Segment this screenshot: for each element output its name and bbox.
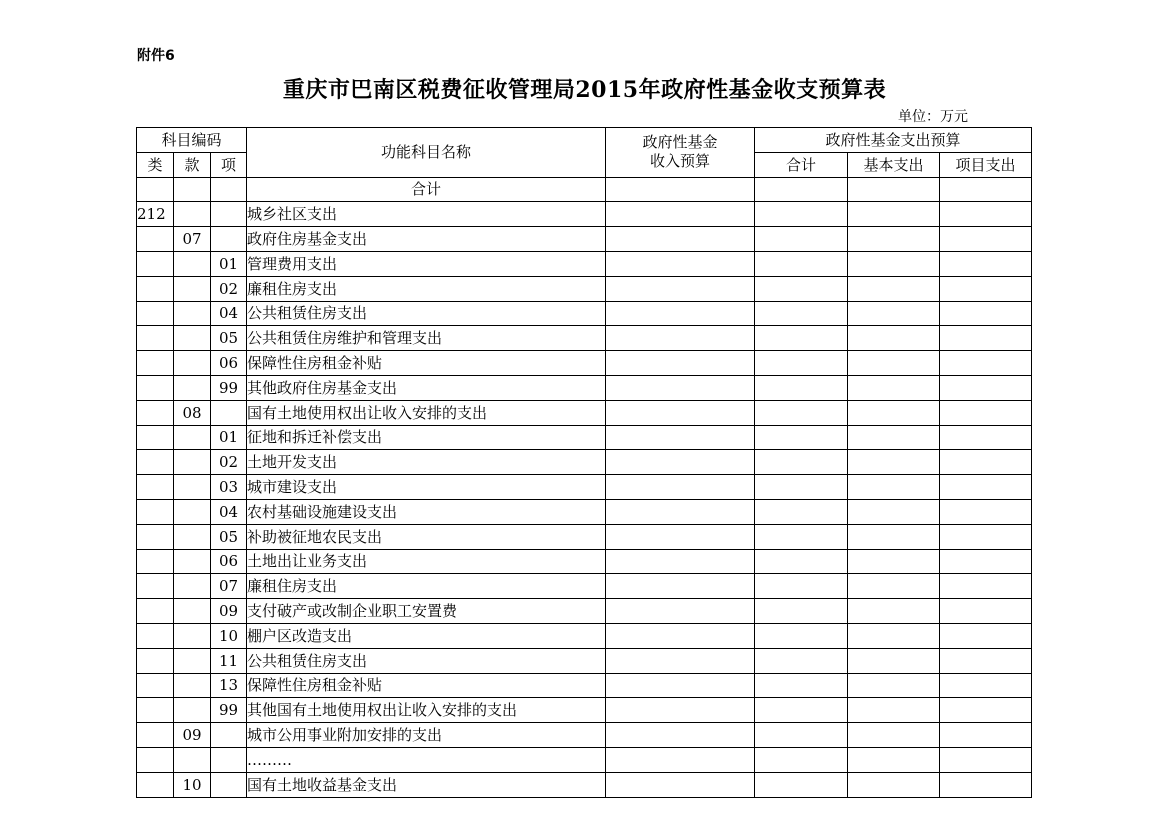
attachment-label: 附件6: [137, 48, 175, 64]
class-code-cell: [137, 400, 174, 425]
section-code-cell: [174, 326, 211, 351]
section-code-cell: [174, 351, 211, 376]
table-row: [137, 251, 1032, 276]
expenditure-total-cell: [755, 574, 848, 599]
section-code-cell: [174, 549, 211, 574]
income-budget-cell: [606, 251, 755, 276]
income-budget-cell: [606, 549, 755, 574]
header-basic-expenditure: 基本支出: [848, 152, 940, 177]
project-expenditure-cell: [940, 524, 1032, 549]
function-name-cell: 廉租住房支出: [247, 574, 606, 599]
table-row: [137, 648, 1032, 673]
item-code-cell: 99: [211, 375, 247, 400]
project-expenditure-cell: [940, 698, 1032, 723]
income-budget-cell: [606, 698, 755, 723]
function-name-cell: 公共租赁住房支出: [247, 648, 606, 673]
section-code-cell: [174, 276, 211, 301]
function-name-cell: 管理费用支出: [247, 251, 606, 276]
income-budget-cell: [606, 425, 755, 450]
project-expenditure-cell: [940, 475, 1032, 500]
income-budget-cell: [606, 400, 755, 425]
class-code-cell: [137, 276, 174, 301]
section-code-cell: [174, 177, 211, 202]
function-name-cell: 国有土地使用权出让收入安排的支出: [247, 400, 606, 425]
class-code-cell: [137, 301, 174, 326]
expenditure-total-cell: [755, 276, 848, 301]
income-budget-cell: [606, 772, 755, 797]
expenditure-total-cell: [755, 351, 848, 376]
section-code-cell: [174, 747, 211, 772]
income-budget-cell: [606, 450, 755, 475]
basic-expenditure-cell: [848, 202, 940, 227]
header-project-expenditure: 项目支出: [940, 152, 1032, 177]
section-code-cell: [174, 499, 211, 524]
expenditure-total-cell: [755, 673, 848, 698]
table-row: [137, 723, 1032, 748]
item-code-cell: 09: [211, 599, 247, 624]
function-name-cell: 土地出让业务支出: [247, 549, 606, 574]
expenditure-total-cell: [755, 772, 848, 797]
basic-expenditure-cell: [848, 723, 940, 748]
basic-expenditure-cell: [848, 351, 940, 376]
project-expenditure-cell: [940, 202, 1032, 227]
function-name-cell: 政府住房基金支出: [247, 227, 606, 252]
table-row: [137, 574, 1032, 599]
income-budget-cell: [606, 623, 755, 648]
function-name-cell: 征地和拆迁补偿支出: [247, 425, 606, 450]
basic-expenditure-cell: [848, 227, 940, 252]
basic-expenditure-cell: [848, 673, 940, 698]
project-expenditure-cell: [940, 400, 1032, 425]
income-budget-cell: [606, 673, 755, 698]
section-code-cell: [174, 698, 211, 723]
item-code-cell: 02: [211, 450, 247, 475]
expenditure-total-cell: [755, 177, 848, 202]
table-row: [137, 698, 1032, 723]
section-code-cell: [174, 648, 211, 673]
expenditure-total-cell: [755, 227, 848, 252]
project-expenditure-cell: [940, 251, 1032, 276]
basic-expenditure-cell: [848, 549, 940, 574]
table-row: [137, 400, 1032, 425]
basic-expenditure-cell: [848, 375, 940, 400]
item-code-cell: 10: [211, 623, 247, 648]
function-name-cell: 城乡社区支出: [247, 202, 606, 227]
expenditure-total-cell: [755, 549, 848, 574]
function-name-cell: 公共租赁住房支出: [247, 301, 606, 326]
project-expenditure-cell: [940, 723, 1032, 748]
class-code-cell: [137, 599, 174, 624]
project-expenditure-cell: [940, 177, 1032, 202]
function-name-cell: 城市公用事业附加安排的支出: [247, 723, 606, 748]
project-expenditure-cell: [940, 648, 1032, 673]
basic-expenditure-cell: [848, 499, 940, 524]
table-row: [137, 177, 1032, 202]
section-code-cell: [174, 425, 211, 450]
page-title: 重庆市巴南区税费征收管理局2015年政府性基金收支预算表: [282, 77, 887, 103]
expenditure-total-cell: [755, 475, 848, 500]
section-code-cell: [174, 673, 211, 698]
income-budget-cell: [606, 524, 755, 549]
class-code-cell: [137, 227, 174, 252]
project-expenditure-cell: [940, 276, 1032, 301]
project-expenditure-cell: [940, 375, 1032, 400]
basic-expenditure-cell: [848, 425, 940, 450]
project-expenditure-cell: [940, 227, 1032, 252]
project-expenditure-cell: [940, 499, 1032, 524]
basic-expenditure-cell: [848, 772, 940, 797]
table-row: [137, 425, 1032, 450]
section-code-cell: [174, 375, 211, 400]
basic-expenditure-cell: [848, 301, 940, 326]
income-budget-cell: [606, 276, 755, 301]
item-code-cell: 06: [211, 549, 247, 574]
budget-table: [136, 127, 1032, 798]
section-code-cell: [174, 599, 211, 624]
expenditure-total-cell: [755, 375, 848, 400]
header-expenditure-budget: 政府性基金支出预算: [755, 128, 1032, 153]
income-budget-cell: [606, 351, 755, 376]
basic-expenditure-cell: [848, 747, 940, 772]
expenditure-total-cell: [755, 202, 848, 227]
table-row: [137, 549, 1032, 574]
section-code-cell: [174, 251, 211, 276]
header-total: 合计: [755, 152, 848, 177]
item-code-cell: 04: [211, 301, 247, 326]
expenditure-total-cell: [755, 400, 848, 425]
table-row: [137, 499, 1032, 524]
header-function-name: 功能科目名称: [247, 128, 606, 178]
function-name-cell: 保障性住房租金补贴: [247, 351, 606, 376]
class-code-cell: [137, 326, 174, 351]
section-code-cell: 07: [174, 227, 211, 252]
function-name-cell: 国有土地收益基金支出: [247, 772, 606, 797]
table-row: [137, 772, 1032, 797]
function-name-cell: 土地开发支出: [247, 450, 606, 475]
table-row: [137, 623, 1032, 648]
section-code-cell: 10: [174, 772, 211, 797]
item-code-cell: [211, 723, 247, 748]
expenditure-total-cell: [755, 599, 848, 624]
expenditure-total-cell: [755, 723, 848, 748]
income-budget-cell: [606, 202, 755, 227]
item-code-cell: 05: [211, 326, 247, 351]
function-name-cell: 其他国有土地使用权出让收入安排的支出: [247, 698, 606, 723]
function-name-cell: 廉租住房支出: [247, 276, 606, 301]
section-code-cell: [174, 450, 211, 475]
expenditure-total-cell: [755, 698, 848, 723]
table-row: [137, 375, 1032, 400]
table-row: [137, 326, 1032, 351]
section-code-cell: [174, 202, 211, 227]
function-name-cell: 保障性住房租金补贴: [247, 673, 606, 698]
table-row: [137, 202, 1032, 227]
class-code-cell: [137, 623, 174, 648]
item-code-cell: [211, 400, 247, 425]
project-expenditure-cell: [940, 326, 1032, 351]
function-name-cell: 农村基础设施建设支出: [247, 499, 606, 524]
class-code-cell: [137, 524, 174, 549]
income-budget-cell: [606, 747, 755, 772]
section-code-cell: [174, 574, 211, 599]
project-expenditure-cell: [940, 425, 1032, 450]
function-name-cell: 其他政府住房基金支出: [247, 375, 606, 400]
header-subject-code: 科目编码: [137, 128, 247, 153]
table-row: [137, 524, 1032, 549]
expenditure-total-cell: [755, 623, 848, 648]
item-code-cell: 01: [211, 425, 247, 450]
project-expenditure-cell: [940, 623, 1032, 648]
table-row: [137, 227, 1032, 252]
expenditure-total-cell: [755, 450, 848, 475]
header-income-budget: [606, 128, 755, 178]
income-budget-cell: [606, 326, 755, 351]
class-code-cell: [137, 375, 174, 400]
project-expenditure-cell: [940, 351, 1032, 376]
section-code-cell: [174, 475, 211, 500]
function-name-cell: 补助被征地农民支出: [247, 524, 606, 549]
income-budget-cell: [606, 574, 755, 599]
expenditure-total-cell: [755, 251, 848, 276]
item-code-cell: [211, 177, 247, 202]
header-income-budget-line2: 收入预算: [649, 152, 710, 171]
class-code-cell: [137, 549, 174, 574]
class-code-cell: [137, 772, 174, 797]
section-code-cell: [174, 623, 211, 648]
class-code-cell: [137, 251, 174, 276]
basic-expenditure-cell: [848, 326, 940, 351]
expenditure-total-cell: [755, 524, 848, 549]
income-budget-cell: [606, 599, 755, 624]
class-code-cell: [137, 177, 174, 202]
item-code-cell: [211, 227, 247, 252]
expenditure-total-cell: [755, 747, 848, 772]
basic-expenditure-cell: [848, 698, 940, 723]
income-budget-cell: [606, 375, 755, 400]
basic-expenditure-cell: [848, 648, 940, 673]
function-name-cell: 棚户区改造支出: [247, 623, 606, 648]
item-code-cell: 01: [211, 251, 247, 276]
budget-table-body: [137, 177, 1032, 797]
class-code-cell: [137, 648, 174, 673]
item-code-cell: 05: [211, 524, 247, 549]
table-row: [137, 450, 1032, 475]
income-budget-cell: [606, 648, 755, 673]
table-row: [137, 747, 1032, 772]
table-row: [137, 475, 1032, 500]
income-budget-cell: [606, 177, 755, 202]
basic-expenditure-cell: [848, 574, 940, 599]
expenditure-total-cell: [755, 499, 848, 524]
basic-expenditure-cell: [848, 276, 940, 301]
basic-expenditure-cell: [848, 400, 940, 425]
function-name-cell: 城市建设支出: [247, 475, 606, 500]
expenditure-total-cell: [755, 301, 848, 326]
section-code-cell: [174, 301, 211, 326]
section-code-cell: [174, 524, 211, 549]
item-code-cell: 13: [211, 673, 247, 698]
item-code-cell: [211, 747, 247, 772]
project-expenditure-cell: [940, 549, 1032, 574]
class-code-cell: [137, 698, 174, 723]
section-code-cell: 09: [174, 723, 211, 748]
table-row: [137, 276, 1032, 301]
class-code-cell: [137, 673, 174, 698]
section-code-cell: 08: [174, 400, 211, 425]
item-code-cell: 11: [211, 648, 247, 673]
item-code-cell: 06: [211, 351, 247, 376]
project-expenditure-cell: [940, 673, 1032, 698]
income-budget-cell: [606, 475, 755, 500]
item-code-cell: 04: [211, 499, 247, 524]
class-code-cell: [137, 499, 174, 524]
expenditure-total-cell: [755, 326, 848, 351]
header-item: 项: [211, 152, 247, 177]
unit-label: 单位：万元: [898, 109, 968, 125]
header-income-budget-line1: 政府性基金: [642, 133, 718, 152]
class-code-cell: [137, 723, 174, 748]
basic-expenditure-cell: [848, 475, 940, 500]
item-code-cell: 07: [211, 574, 247, 599]
project-expenditure-cell: [940, 747, 1032, 772]
income-budget-cell: [606, 227, 755, 252]
basic-expenditure-cell: [848, 599, 940, 624]
expenditure-total-cell: [755, 648, 848, 673]
project-expenditure-cell: [940, 772, 1032, 797]
class-code-cell: [137, 747, 174, 772]
basic-expenditure-cell: [848, 450, 940, 475]
class-code-cell: [137, 425, 174, 450]
basic-expenditure-cell: [848, 524, 940, 549]
basic-expenditure-cell: [848, 177, 940, 202]
function-name-cell: ………: [247, 747, 606, 772]
item-code-cell: 03: [211, 475, 247, 500]
table-row: [137, 301, 1032, 326]
item-code-cell: [211, 772, 247, 797]
project-expenditure-cell: [940, 301, 1032, 326]
class-code-cell: [137, 574, 174, 599]
basic-expenditure-cell: [848, 623, 940, 648]
table-row: [137, 673, 1032, 698]
table-row: [137, 351, 1032, 376]
function-name-cell: 支付破产或改制企业职工安置费: [247, 599, 606, 624]
function-name-cell: 公共租赁住房维护和管理支出: [247, 326, 606, 351]
item-code-cell: 99: [211, 698, 247, 723]
item-code-cell: 02: [211, 276, 247, 301]
income-budget-cell: [606, 723, 755, 748]
item-code-cell: [211, 202, 247, 227]
project-expenditure-cell: [940, 450, 1032, 475]
basic-expenditure-cell: [848, 251, 940, 276]
class-code-cell: [137, 351, 174, 376]
income-budget-cell: [606, 499, 755, 524]
class-code-cell: 212: [137, 202, 174, 227]
class-code-cell: [137, 450, 174, 475]
project-expenditure-cell: [940, 574, 1032, 599]
class-code-cell: [137, 475, 174, 500]
table-row: [137, 599, 1032, 624]
function-name-cell: 合计: [247, 177, 606, 202]
header-class: 类: [137, 152, 174, 177]
header-section: 款: [174, 152, 211, 177]
project-expenditure-cell: [940, 599, 1032, 624]
income-budget-cell: [606, 301, 755, 326]
expenditure-total-cell: [755, 425, 848, 450]
